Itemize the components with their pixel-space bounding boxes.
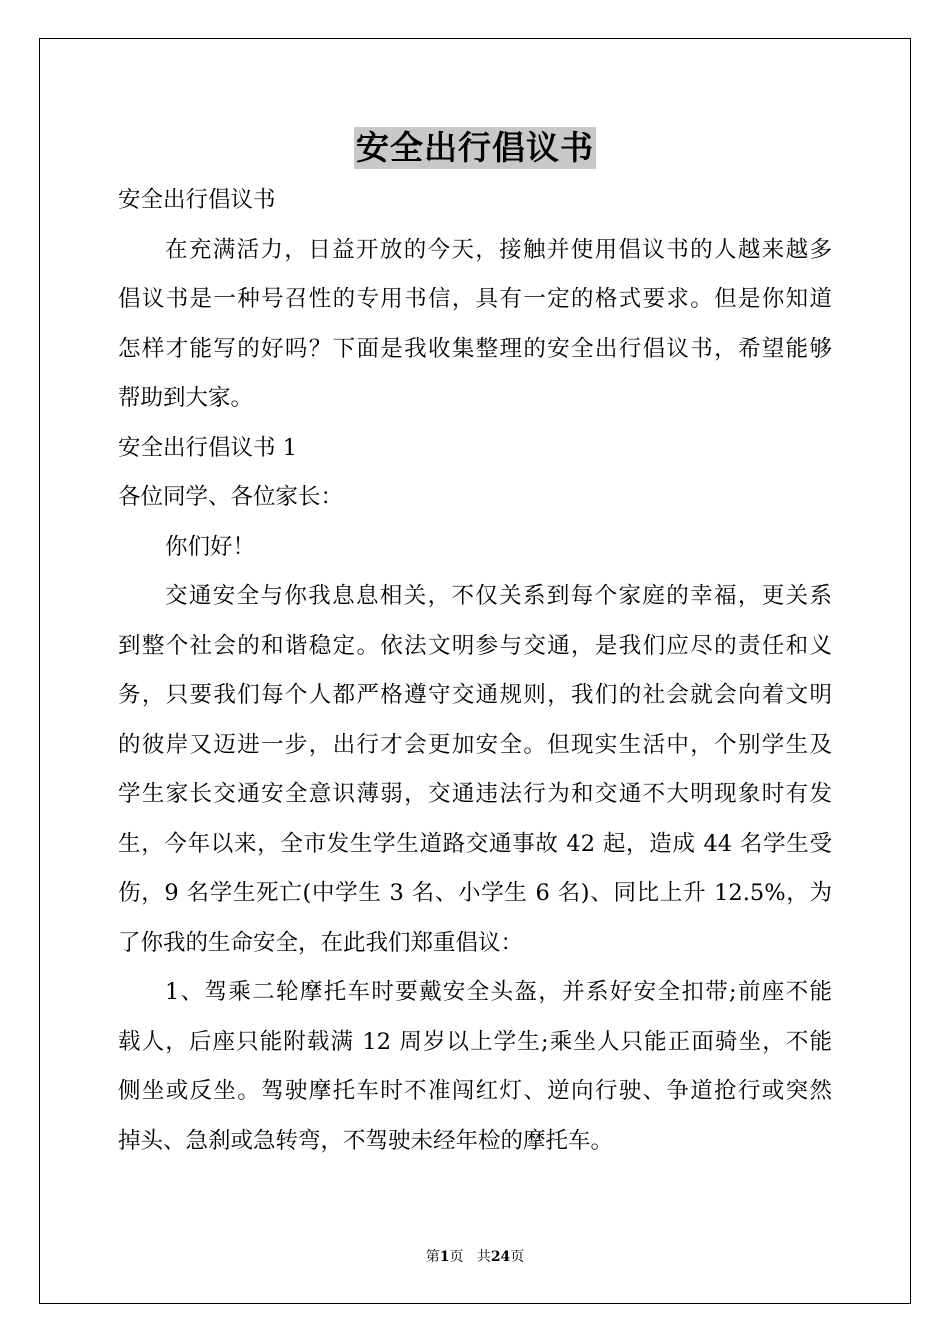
text-line: 在充满活力，日益开放的今天，接触并使用倡议书的人越来越多 bbox=[165, 236, 832, 263]
text-line: 安全出行倡议书 1 bbox=[118, 434, 297, 461]
footer-page-prefix: 第 bbox=[425, 1249, 440, 1265]
text-line: 帮助到大家。 bbox=[118, 385, 254, 411]
text-line: 交通安全与你我息息相关，不仅关系到每个家庭的幸福，更关系 bbox=[165, 583, 832, 609]
text-line: 安全出行倡议书 bbox=[118, 187, 276, 213]
text-line: 各位同学、各位家长： bbox=[118, 484, 344, 510]
title-container bbox=[0, 127, 950, 169]
text-line: 了你我的生命安全，在此我们郑重倡议： bbox=[118, 929, 524, 956]
footer-page-unit: 页 bbox=[449, 1249, 464, 1265]
footer-total-pages: 24 bbox=[490, 1249, 511, 1265]
footer-total-prefix: 共 bbox=[476, 1249, 491, 1265]
text-line: 到整个社会的和谐稳定。依法文明参与交通，是我们应尽的责任和义 bbox=[118, 632, 832, 659]
footer-total-unit: 页 bbox=[510, 1249, 525, 1265]
text-line: 伤，9 名学生死亡(中学生 3 名、小学生 6 名)、同比上升 12.5%，为 bbox=[118, 880, 832, 906]
text-line: 怎样才能写的好吗？下面是我收集整理的安全出行倡议书，希望能够 bbox=[118, 335, 832, 362]
text-line: 你们好！ bbox=[165, 533, 256, 560]
text-line: 载人，后座只能附载满 12 周岁以上学生;乘坐人只能正面骑坐，不能 bbox=[118, 1028, 832, 1055]
text-line: 倡议书是一种号召性的专用书信，具有一定的格式要求。但是你知道 bbox=[118, 286, 832, 312]
footer-page-number: 1 bbox=[439, 1249, 450, 1265]
document-body bbox=[118, 176, 832, 1166]
text-line: 侧坐或反坐。驾驶摩托车时不准闯红灯、逆向行驶、争道抢行或突然 bbox=[118, 1078, 832, 1104]
document-title: 安全出行倡议书 bbox=[356, 128, 594, 167]
text-line: 务，只要我们每个人都严格遵守交通规则，我们的社会就会向着文明 bbox=[118, 682, 832, 708]
text-line: 1、驾乘二轮摩托车时要戴安全头盔，并系好安全扣带;前座不能 bbox=[165, 979, 832, 1005]
text-line: 的彼岸又迈进一步，出行才会更加安全。但现实生活中，个别学生及 bbox=[118, 731, 832, 758]
text-line: 生，今年以来，全市发生学生道路交通事故 42 起，造成 44 名学生受 bbox=[118, 830, 832, 857]
text-line: 学生家长交通安全意识薄弱，交通违法行为和交通不大明现象时有发 bbox=[118, 781, 832, 807]
text-line: 掉头、急刹或急转弯，不驾驶未经年检的摩托车。 bbox=[118, 1127, 614, 1154]
page-footer bbox=[0, 1247, 950, 1267]
